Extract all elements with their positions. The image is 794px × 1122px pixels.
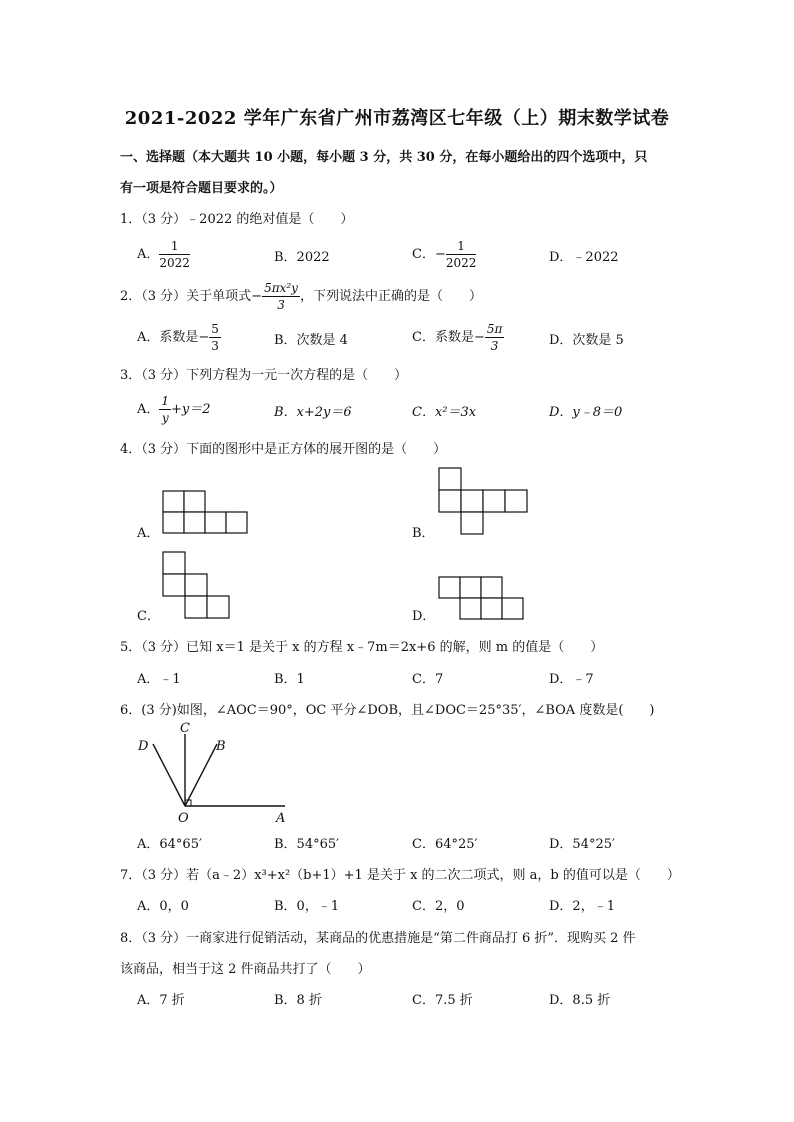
- question-6-option-a: A．64°65′: [137, 837, 202, 852]
- fraction: $\frac{\text{5πx²y}}{3}$: [264, 281, 298, 312]
- question-6-option-b: B．54°65′: [274, 837, 340, 852]
- question-8-option-a: A．7 折: [137, 993, 185, 1008]
- question-1-option-b: B．2022: [274, 250, 330, 265]
- fraction: $\frac{1}{y}$: [161, 394, 170, 425]
- label-b: B: [216, 739, 226, 754]
- question-3-option-d: D．y﹣8＝0: [549, 405, 623, 420]
- question-3-option-b: B．x+2y＝6: [274, 405, 352, 420]
- question-4-option-a-label: A．: [137, 526, 160, 541]
- question-7-option-d: D．2，﹣1: [549, 899, 615, 914]
- question-8-stem-line2: 该商品，相当于这 2 件商品共打了（ ）: [120, 962, 371, 977]
- fraction: $\frac{5}{3}$: [211, 322, 219, 353]
- question-2-option-c: C．系数是− $\frac{5\pi}{3}$: [412, 322, 503, 353]
- ray-od: [153, 744, 185, 806]
- question-7-option-a: A．0，0: [137, 899, 189, 914]
- question-4-option-c-label: C．: [137, 609, 160, 624]
- question-2-stem: 2．（3 分）关于单项式− $\frac{\text{5πx²y}}{3}$ ，下列说法中正确的是（ ）: [120, 281, 482, 312]
- fraction: $\frac{5\pi}{3}$: [486, 322, 503, 353]
- question-3-stem: 3．（3 分）下列方程为一元一次方程的是（ ）: [120, 368, 408, 383]
- question-5-option-d: D．﹣7: [549, 672, 594, 687]
- cube-net-figure-d: [438, 576, 524, 622]
- label-c: C: [180, 721, 190, 736]
- question-1-stem: 1．（3 分）﹣2022 的绝对值是（ ）: [120, 212, 354, 227]
- question-5-option-b: B．1: [274, 672, 305, 687]
- question-4-option-b-label: B．: [412, 526, 435, 541]
- question-5-stem: 5．（3 分）已知 x＝1 是关于 x 的方程 x﹣7m＝2x+6 的解，则 m 的值是（ ）: [120, 640, 604, 655]
- fraction: $\frac{1}{2022}$: [159, 239, 190, 270]
- question-7-option-b: B．0，﹣1: [274, 899, 340, 914]
- cube-net-figure-c: [162, 551, 232, 621]
- section-heading-line2: 有一项是符合题目要求的。）: [120, 181, 283, 196]
- question-1-option-a: A． $\frac{1}{2022}$: [137, 239, 190, 270]
- question-2-option-b: B．次数是 4: [274, 333, 348, 348]
- question-6-stem: 6．(3 分)如图，∠AOC＝90°，OC 平分∠DOB，且∠DOC＝25°35′，∠BOA 度数是( ): [120, 703, 655, 718]
- question-2-option-a: A．系数是− $\frac{5}{3}$: [137, 322, 219, 353]
- question-8-stem-line1: 8．（3 分）一商家进行促销活动，某商品的优惠措施是“第二件商品打 6 折”．现购买 2 件: [120, 931, 636, 946]
- question-8-option-b: B．8 折: [274, 993, 322, 1008]
- ray-ob: [185, 744, 217, 806]
- question-3-option-c: C．x²＝3x: [412, 405, 477, 420]
- question-7-stem: 7．（3 分）若（a﹣2）x³+x²（b+1）+1 是关于 x 的二次二项式，则 a，b 的值可以是（ ）: [120, 868, 680, 883]
- cube-net-figure-b: [438, 467, 530, 535]
- label-a: A: [276, 811, 286, 826]
- question-6-option-c: C．64°25′: [412, 837, 478, 852]
- question-4-stem: 4．（3 分）下面的图形中是正方体的展开图的是（ ）: [120, 442, 447, 457]
- question-1-option-d: D．﹣2022: [549, 250, 619, 265]
- fraction: $\frac{1}{2022}$: [445, 239, 477, 270]
- question-8-option-d: D．8.5 折: [549, 993, 611, 1008]
- question-7-option-c: C．2，0: [412, 899, 465, 914]
- question-5-option-a: A．﹣1: [137, 672, 181, 687]
- label-d: D: [138, 739, 149, 754]
- page-title: 2021-2022 学年广东省广州市荔湾区七年级（上）期末数学试卷: [124, 108, 670, 129]
- question-4-option-d-label: D．: [412, 609, 436, 624]
- angle-diagram: [130, 718, 300, 826]
- question-2-option-d: D．次数是 5: [549, 333, 624, 348]
- question-3-option-a: A． $\frac{1}{y}$ +y＝2: [137, 394, 211, 425]
- question-6-option-d: D．54°25′: [549, 837, 615, 852]
- label-o: O: [178, 811, 189, 826]
- section-heading-line1: 一、选择题（本大题共 10 小题，每小题 3 分，共 30 分，在每小题给出的四个选项中，只: [120, 150, 648, 165]
- question-1-option-c: C．− $\frac{1}{2022}$: [412, 239, 477, 270]
- question-5-option-c: C．7: [412, 672, 444, 687]
- cube-net-figure-a: [162, 490, 252, 535]
- question-8-option-c: C．7.5 折: [412, 993, 473, 1008]
